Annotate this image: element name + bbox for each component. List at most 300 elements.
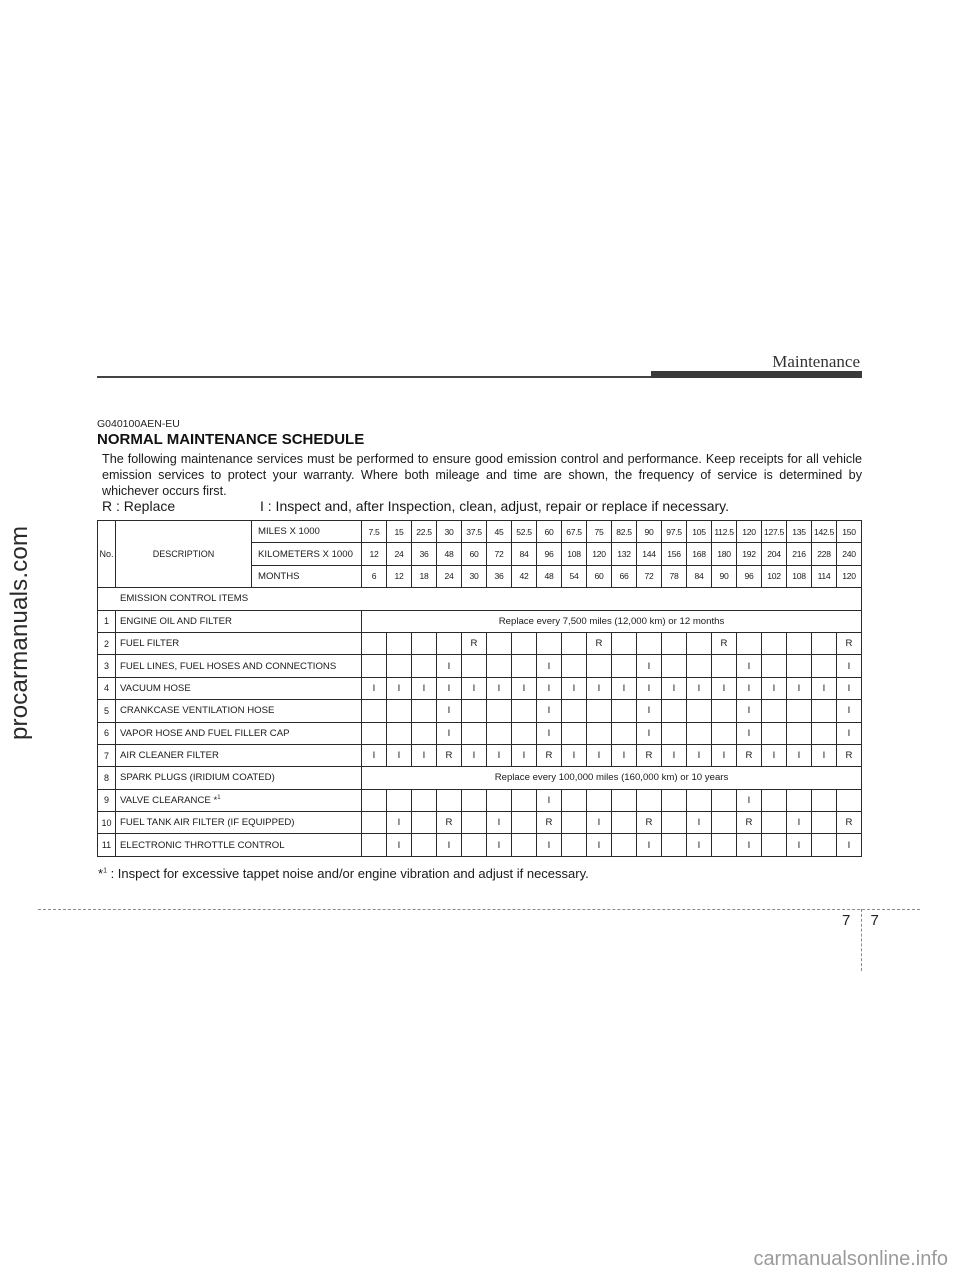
schedule-mark xyxy=(762,812,787,834)
schedule-mark xyxy=(362,655,387,677)
schedule-mark xyxy=(687,655,712,677)
interval-cell: 36 xyxy=(487,565,512,587)
page-title: NORMAL MAINTENANCE SCHEDULE xyxy=(97,431,365,448)
interval-cell: 216 xyxy=(787,543,812,565)
schedule-mark: I xyxy=(637,834,662,856)
schedule-mark: I xyxy=(412,677,437,699)
interval-cell: 37.5 xyxy=(462,521,487,543)
schedule-mark: I xyxy=(737,789,762,811)
schedule-mark xyxy=(512,812,537,834)
footnote-superscript: 1 xyxy=(103,867,107,875)
schedule-mark xyxy=(562,834,587,856)
document-code: G040100AEN-EU xyxy=(97,418,180,430)
schedule-mark: R xyxy=(837,812,862,834)
table-row xyxy=(98,632,862,654)
item-number: 7 xyxy=(98,744,116,766)
schedule-mark: I xyxy=(637,677,662,699)
schedule-mark xyxy=(812,655,837,677)
item-description xyxy=(116,722,362,744)
interval-cell: 97.5 xyxy=(662,521,687,543)
schedule-mark xyxy=(662,700,687,722)
schedule-mark: I xyxy=(387,812,412,834)
interval-cell: 168 xyxy=(687,543,712,565)
schedule-mark: I xyxy=(662,744,687,766)
schedule-mark: I xyxy=(387,677,412,699)
schedule-mark xyxy=(687,700,712,722)
schedule-mark xyxy=(612,812,637,834)
schedule-mark xyxy=(762,655,787,677)
item-superscript: 1 xyxy=(217,794,221,801)
interval-cell: 135 xyxy=(787,521,812,543)
item-number: 9 xyxy=(98,789,116,811)
description-header: DESCRIPTION xyxy=(116,521,252,588)
schedule-mark xyxy=(712,789,737,811)
schedule-mark xyxy=(612,834,637,856)
schedule-mark: I xyxy=(687,812,712,834)
item-number: 1 xyxy=(98,610,116,632)
interval-cell: 22.5 xyxy=(412,521,437,543)
schedule-mark: I xyxy=(437,677,462,699)
schedule-mark: R xyxy=(437,812,462,834)
schedule-mark xyxy=(712,834,737,856)
table-row xyxy=(98,722,862,744)
interval-cell: 6 xyxy=(362,565,387,587)
interval-header-row xyxy=(98,521,862,543)
schedule-mark: I xyxy=(437,722,462,744)
schedule-mark xyxy=(387,789,412,811)
table-row xyxy=(98,744,862,766)
schedule-mark: R xyxy=(637,812,662,834)
interval-cell: 66 xyxy=(612,565,637,587)
legend-inspect: I : Inspect and, after Inspection, clean, adjust, repair or replace if necessary. xyxy=(260,498,729,514)
schedule-mark: I xyxy=(687,834,712,856)
interval-cell: 52.5 xyxy=(512,521,537,543)
schedule-mark xyxy=(512,834,537,856)
schedule-mark: I xyxy=(637,655,662,677)
interval-cell: 102 xyxy=(762,565,787,587)
schedule-mark xyxy=(662,812,687,834)
interval-cell: 84 xyxy=(512,543,537,565)
schedule-mark: I xyxy=(487,744,512,766)
schedule-mark xyxy=(762,700,787,722)
schedule-mark xyxy=(612,700,637,722)
schedule-mark xyxy=(587,655,612,677)
interval-cell: 108 xyxy=(787,565,812,587)
schedule-mark xyxy=(512,722,537,744)
interval-cell: 142.5 xyxy=(812,521,837,543)
table-row xyxy=(98,610,862,632)
schedule-mark: I xyxy=(737,834,762,856)
schedule-mark xyxy=(562,700,587,722)
schedule-mark xyxy=(412,789,437,811)
schedule-mark xyxy=(562,789,587,811)
interval-cell: 132 xyxy=(612,543,637,565)
schedule-mark xyxy=(387,655,412,677)
interval-cell: 204 xyxy=(762,543,787,565)
table-row xyxy=(98,700,862,722)
schedule-mark xyxy=(462,722,487,744)
table-row xyxy=(98,655,862,677)
schedule-mark: I xyxy=(437,655,462,677)
schedule-mark: I xyxy=(587,744,612,766)
table-row xyxy=(98,677,862,699)
schedule-mark: I xyxy=(812,744,837,766)
intro-paragraph: The following maintenance services must be performed to ensure good emission control and performance. Keep receipts for all vehicle emission services to protect your warranty. Where both mileage and time are shown, the frequency of service is determined by whichever occurs first. xyxy=(102,452,862,498)
schedule-mark xyxy=(487,655,512,677)
item-description-text: ENGINE OIL AND FILTER xyxy=(120,615,232,627)
schedule-mark xyxy=(362,722,387,744)
schedule-mark: R xyxy=(737,812,762,834)
schedule-mark xyxy=(812,722,837,744)
schedule-mark xyxy=(662,789,687,811)
schedule-mark: I xyxy=(437,834,462,856)
interval-cell: 30 xyxy=(437,521,462,543)
schedule-mark xyxy=(637,632,662,654)
item-description-text: SPARK PLUGS (IRIDIUM COATED) xyxy=(120,772,275,784)
schedule-mark xyxy=(562,655,587,677)
schedule-mark xyxy=(812,632,837,654)
emission-control-heading: EMISSION CONTROL ITEMS xyxy=(98,588,862,610)
schedule-mark xyxy=(387,632,412,654)
interval-cell: 112.5 xyxy=(712,521,737,543)
item-description-text: CRANKCASE VENTILATION HOSE xyxy=(120,705,275,717)
schedule-mark xyxy=(737,632,762,654)
schedule-mark: I xyxy=(637,722,662,744)
schedule-mark xyxy=(812,834,837,856)
schedule-mark: I xyxy=(837,655,862,677)
schedule-mark: I xyxy=(787,834,812,856)
schedule-mark xyxy=(687,632,712,654)
item-description-text: VACUUM HOSE xyxy=(120,682,191,694)
header-bar xyxy=(651,371,862,378)
schedule-mark xyxy=(612,655,637,677)
interval-cell: 84 xyxy=(687,565,712,587)
item-number: 11 xyxy=(98,834,116,856)
schedule-mark: I xyxy=(412,744,437,766)
schedule-mark: I xyxy=(787,812,812,834)
schedule-mark: R xyxy=(587,632,612,654)
item-description-text: VAPOR HOSE AND FUEL FILLER CAP xyxy=(120,727,290,739)
schedule-mark: R xyxy=(537,812,562,834)
footnote-text: : Inspect for excessive tappet noise and/or engine vibration and adjust if necessary. xyxy=(106,866,589,881)
schedule-mark: I xyxy=(737,677,762,699)
interval-cell: 24 xyxy=(387,543,412,565)
schedule-mark: R xyxy=(437,744,462,766)
interval-cell: 105 xyxy=(687,521,712,543)
interval-cell: 127.5 xyxy=(762,521,787,543)
interval-cell: 18 xyxy=(412,565,437,587)
schedule-mark xyxy=(362,812,387,834)
schedule-mark: I xyxy=(712,677,737,699)
interval-cell: 36 xyxy=(412,543,437,565)
maintenance-schedule-table xyxy=(97,520,862,857)
schedule-mark: I xyxy=(437,700,462,722)
schedule-mark xyxy=(412,700,437,722)
schedule-mark: I xyxy=(712,744,737,766)
schedule-mark xyxy=(412,632,437,654)
schedule-mark: I xyxy=(537,722,562,744)
schedule-mark: I xyxy=(837,677,862,699)
schedule-mark xyxy=(512,700,537,722)
side-watermark: procarmanuals.com xyxy=(6,525,33,740)
schedule-mark xyxy=(662,834,687,856)
schedule-mark: I xyxy=(512,677,537,699)
schedule-mark xyxy=(412,655,437,677)
schedule-mark xyxy=(562,812,587,834)
interval-cell: 48 xyxy=(537,565,562,587)
schedule-mark: I xyxy=(462,744,487,766)
schedule-mark: I xyxy=(612,677,637,699)
schedule-mark: I xyxy=(612,744,637,766)
schedule-mark xyxy=(787,655,812,677)
item-description xyxy=(116,655,362,677)
interval-label: KILOMETERS X 1000 xyxy=(252,543,362,565)
interval-cell: 45 xyxy=(487,521,512,543)
schedule-mark xyxy=(812,700,837,722)
interval-label: MILES X 1000 xyxy=(252,521,362,543)
schedule-mark: I xyxy=(362,677,387,699)
schedule-mark: I xyxy=(787,744,812,766)
schedule-mark: I xyxy=(812,677,837,699)
schedule-mark: R xyxy=(537,744,562,766)
schedule-mark xyxy=(687,722,712,744)
item-description xyxy=(116,632,362,654)
schedule-mark xyxy=(437,789,462,811)
schedule-mark xyxy=(812,789,837,811)
schedule-mark xyxy=(762,632,787,654)
schedule-mark xyxy=(487,632,512,654)
schedule-mark xyxy=(512,632,537,654)
interval-cell: 120 xyxy=(737,521,762,543)
schedule-mark: I xyxy=(537,655,562,677)
schedule-mark xyxy=(462,834,487,856)
schedule-mark xyxy=(512,789,537,811)
interval-cell: 60 xyxy=(587,565,612,587)
schedule-mark xyxy=(662,632,687,654)
schedule-mark: I xyxy=(487,812,512,834)
schedule-mark: I xyxy=(662,677,687,699)
schedule-mark xyxy=(612,722,637,744)
schedule-mark xyxy=(662,655,687,677)
schedule-mark: I xyxy=(387,834,412,856)
schedule-mark xyxy=(362,700,387,722)
item-description-text: FUEL TANK AIR FILTER (IF EQUIPPED) xyxy=(120,817,295,829)
schedule-mark: R xyxy=(462,632,487,654)
item-description xyxy=(116,789,362,811)
schedule-mark: I xyxy=(462,677,487,699)
table-row xyxy=(98,834,862,856)
schedule-mark: R xyxy=(837,632,862,654)
schedule-mark xyxy=(712,655,737,677)
interval-cell: 60 xyxy=(537,521,562,543)
schedule-mark: I xyxy=(537,700,562,722)
schedule-mark: I xyxy=(487,834,512,856)
schedule-mark: I xyxy=(762,677,787,699)
schedule-mark xyxy=(787,789,812,811)
schedule-mark xyxy=(462,812,487,834)
item-number: 10 xyxy=(98,812,116,834)
table-row xyxy=(98,812,862,834)
bottom-watermark: carmanualsonline.info xyxy=(753,1248,948,1270)
no-header: No. xyxy=(98,521,116,588)
schedule-mark xyxy=(387,700,412,722)
interval-cell: 67.5 xyxy=(562,521,587,543)
table-row xyxy=(98,767,862,789)
page-number: 7 7 xyxy=(842,912,887,929)
interval-cell: 15 xyxy=(387,521,412,543)
schedule-mark: I xyxy=(587,812,612,834)
schedule-mark: R xyxy=(712,632,737,654)
header-rule xyxy=(97,376,653,378)
schedule-mark xyxy=(562,632,587,654)
interval-cell: 12 xyxy=(387,565,412,587)
item-description xyxy=(116,812,362,834)
schedule-mark xyxy=(462,700,487,722)
schedule-mark: I xyxy=(687,744,712,766)
schedule-mark xyxy=(662,722,687,744)
schedule-mark: I xyxy=(587,834,612,856)
schedule-mark: I xyxy=(762,744,787,766)
schedule-mark xyxy=(712,812,737,834)
item-number: 4 xyxy=(98,677,116,699)
interval-cell: 78 xyxy=(662,565,687,587)
schedule-mark xyxy=(562,722,587,744)
schedule-mark xyxy=(687,789,712,811)
schedule-mark: I xyxy=(837,700,862,722)
footnote xyxy=(98,866,589,881)
schedule-mark: I xyxy=(562,677,587,699)
schedule-mark xyxy=(412,722,437,744)
schedule-mark xyxy=(762,789,787,811)
schedule-mark: I xyxy=(587,677,612,699)
interval-cell: 60 xyxy=(462,543,487,565)
schedule-mark: I xyxy=(487,677,512,699)
emission-header-row xyxy=(98,588,862,610)
interval-cell: 144 xyxy=(637,543,662,565)
interval-cell: 12 xyxy=(362,543,387,565)
schedule-mark: I xyxy=(637,700,662,722)
interval-cell: 48 xyxy=(437,543,462,565)
item-number: 6 xyxy=(98,722,116,744)
schedule-mark xyxy=(812,812,837,834)
schedule-mark xyxy=(637,789,662,811)
item-description xyxy=(116,677,362,699)
interval-cell: 24 xyxy=(437,565,462,587)
schedule-mark: I xyxy=(737,700,762,722)
item-description xyxy=(116,610,362,632)
interval-cell: 150 xyxy=(837,521,862,543)
schedule-mark xyxy=(712,722,737,744)
item-description xyxy=(116,834,362,856)
schedule-mark: I xyxy=(737,655,762,677)
item-description xyxy=(116,700,362,722)
schedule-mark: I xyxy=(687,677,712,699)
item-number: 5 xyxy=(98,700,116,722)
interval-cell: 54 xyxy=(562,565,587,587)
schedule-mark xyxy=(837,789,862,811)
schedule-mark xyxy=(412,834,437,856)
interval-cell: 96 xyxy=(737,565,762,587)
schedule-mark xyxy=(762,722,787,744)
schedule-mark xyxy=(412,812,437,834)
item-description xyxy=(116,767,362,789)
interval-cell: 96 xyxy=(537,543,562,565)
schedule-mark xyxy=(462,789,487,811)
schedule-mark xyxy=(537,632,562,654)
schedule-mark xyxy=(762,834,787,856)
schedule-mark xyxy=(362,789,387,811)
schedule-mark xyxy=(462,655,487,677)
interval-cell: 90 xyxy=(712,565,737,587)
schedule-mark: R xyxy=(737,744,762,766)
item-description-text: VALVE CLEARANCE * xyxy=(120,794,218,806)
schedule-mark: I xyxy=(562,744,587,766)
schedule-mark xyxy=(587,789,612,811)
schedule-mark: R xyxy=(837,744,862,766)
schedule-mark xyxy=(362,834,387,856)
interval-cell: 120 xyxy=(837,565,862,587)
schedule-mark: I xyxy=(787,677,812,699)
interval-note: Replace every 100,000 miles (160,000 km) or 10 years xyxy=(362,767,862,789)
schedule-mark xyxy=(387,722,412,744)
table-row xyxy=(98,789,862,811)
item-description xyxy=(116,744,362,766)
schedule-mark: I xyxy=(837,722,862,744)
schedule-mark xyxy=(612,789,637,811)
schedule-mark xyxy=(612,632,637,654)
interval-cell: 42 xyxy=(512,565,537,587)
interval-cell: 72 xyxy=(637,565,662,587)
interval-cell: 156 xyxy=(662,543,687,565)
schedule-mark: I xyxy=(837,834,862,856)
schedule-mark: R xyxy=(637,744,662,766)
interval-cell: 108 xyxy=(562,543,587,565)
interval-cell: 90 xyxy=(637,521,662,543)
legend-replace: R : Replace xyxy=(102,498,176,514)
interval-cell: 30 xyxy=(462,565,487,587)
schedule-mark: I xyxy=(537,677,562,699)
interval-cell: 240 xyxy=(837,543,862,565)
interval-cell: 192 xyxy=(737,543,762,565)
item-description-text: FUEL LINES, FUEL HOSES AND CONNECTIONS xyxy=(120,660,337,672)
footnote-star: * xyxy=(98,866,104,881)
interval-cell: 72 xyxy=(487,543,512,565)
item-description-text: ELECTRONIC THROTTLE CONTROL xyxy=(120,839,285,851)
schedule-mark xyxy=(587,722,612,744)
interval-cell: 82.5 xyxy=(612,521,637,543)
schedule-mark: I xyxy=(362,744,387,766)
schedule-mark xyxy=(787,700,812,722)
schedule-mark xyxy=(512,655,537,677)
schedule-mark xyxy=(587,700,612,722)
interval-cell: 180 xyxy=(712,543,737,565)
schedule-mark xyxy=(712,700,737,722)
schedule-mark xyxy=(787,722,812,744)
item-number: 3 xyxy=(98,655,116,677)
schedule-mark xyxy=(487,789,512,811)
schedule-mark: I xyxy=(512,744,537,766)
item-number: 2 xyxy=(98,632,116,654)
interval-cell: 228 xyxy=(812,543,837,565)
schedule-mark: I xyxy=(537,834,562,856)
schedule-mark xyxy=(787,632,812,654)
footer-dashed-rule xyxy=(38,909,920,910)
schedule-mark xyxy=(437,632,462,654)
schedule-mark xyxy=(362,632,387,654)
item-description-text: FUEL FILTER xyxy=(120,638,180,650)
schedule-mark: I xyxy=(387,744,412,766)
schedule-mark: I xyxy=(737,722,762,744)
